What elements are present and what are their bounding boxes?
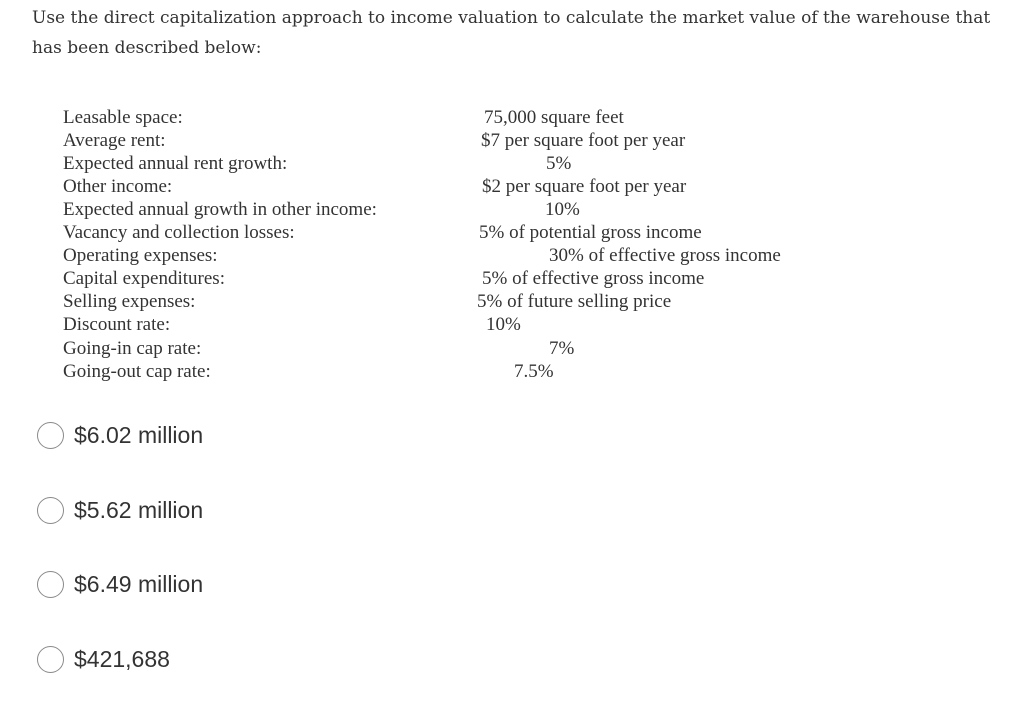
property-label: Selling expenses:	[63, 291, 196, 312]
property-label: Vacancy and collection losses:	[63, 222, 295, 243]
radio-button[interactable]	[37, 646, 64, 673]
property-label: Other income:	[63, 176, 173, 197]
answer-option[interactable]	[37, 569, 203, 599]
answer-option[interactable]	[37, 495, 203, 525]
property-value: 30% of effective gross income	[549, 245, 781, 266]
property-value: 5% of potential gross income	[479, 222, 702, 243]
property-value: 10%	[545, 199, 580, 220]
radio-button[interactable]	[37, 497, 64, 524]
answer-option[interactable]	[37, 644, 170, 674]
property-value: 5%	[546, 153, 572, 174]
property-label: Going-in cap rate:	[63, 338, 202, 359]
property-label: Operating expenses:	[63, 245, 218, 266]
property-value: 7.5%	[514, 361, 554, 382]
property-value: 7%	[549, 338, 575, 359]
property-value: 10%	[486, 314, 521, 335]
answer-option-label[interactable]: $5.62 million	[74, 496, 204, 523]
property-label: Capital expenditures:	[63, 268, 225, 289]
property-value: 75,000 square feet	[484, 107, 624, 128]
property-label: Expected annual growth in other income:	[63, 199, 377, 220]
property-value: $2 per square foot per year	[482, 176, 687, 197]
radio-button[interactable]	[37, 422, 64, 449]
radio-button[interactable]	[37, 571, 64, 598]
property-label: Expected annual rent growth:	[63, 153, 288, 174]
property-label: Average rent:	[63, 130, 166, 151]
question-text: Use the direct capitalization approach to income valuation to calculate the market value of the warehouse that has been described below:	[32, 8, 991, 58]
answer-option[interactable]	[37, 420, 203, 450]
answer-option-label[interactable]: $421,688	[74, 645, 170, 672]
property-label: Leasable space:	[63, 107, 183, 128]
property-value: 5% of effective gross income	[482, 268, 705, 289]
property-label: Discount rate:	[63, 314, 171, 335]
answer-option-label[interactable]: $6.49 million	[74, 570, 204, 597]
property-label: Going-out cap rate:	[63, 361, 211, 382]
answer-option-label[interactable]: $6.02 million	[74, 421, 204, 448]
property-value: $7 per square foot per year	[481, 130, 686, 151]
property-value: 5% of future selling price	[477, 291, 672, 312]
